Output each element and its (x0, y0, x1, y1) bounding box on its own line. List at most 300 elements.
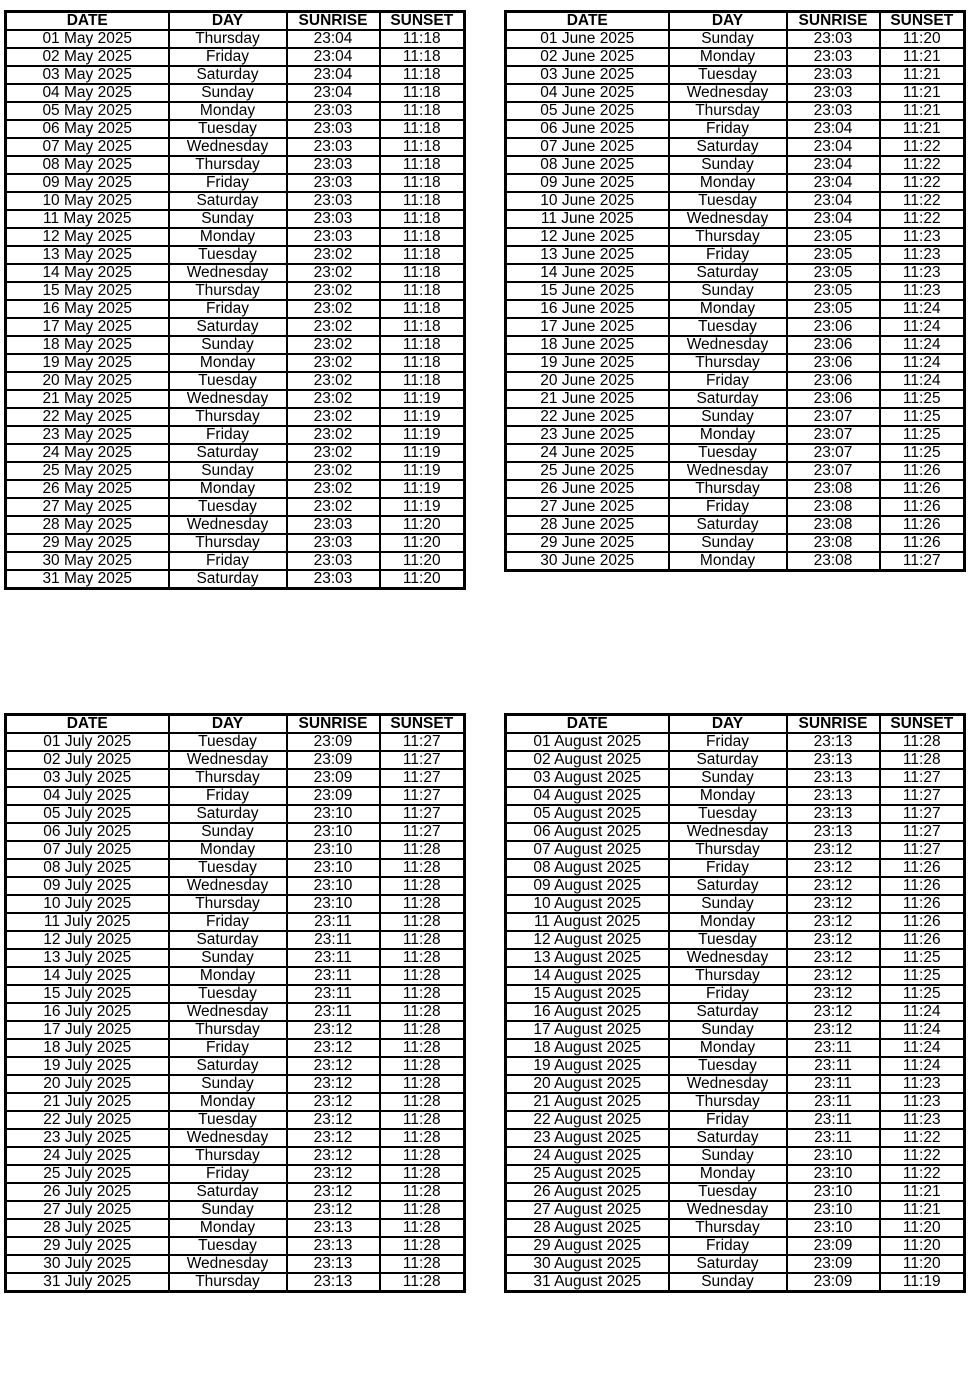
date-cell: 17 July 2025 (6, 1021, 169, 1039)
date-cell: 01 July 2025 (6, 733, 169, 751)
sunrise-cell: 23:13 (787, 751, 880, 769)
table-row (6, 1021, 465, 1039)
day-cell: Thursday (169, 895, 287, 913)
table-row (506, 859, 965, 877)
day-cell: Monday (669, 48, 787, 66)
date-cell: 08 June 2025 (506, 156, 669, 174)
day-cell: Saturday (169, 805, 287, 823)
day-cell: Tuesday (669, 192, 787, 210)
day-cell: Thursday (669, 354, 787, 372)
table-row (6, 84, 465, 102)
sunset-cell: 11:23 (880, 264, 965, 282)
table-row (506, 30, 965, 48)
table-row (506, 1219, 965, 1237)
date-cell: 21 August 2025 (506, 1093, 669, 1111)
day-cell: Sunday (669, 895, 787, 913)
sunset-cell: 11:21 (880, 120, 965, 138)
sunset-cell: 11:26 (880, 516, 965, 534)
sunrise-cell: 23:09 (287, 787, 380, 805)
table-row (6, 174, 465, 192)
date-cell: 17 June 2025 (506, 318, 669, 336)
date-cell: 22 July 2025 (6, 1111, 169, 1129)
sunset-cell: 11:22 (880, 174, 965, 192)
sunset-cell: 11:23 (880, 1093, 965, 1111)
table-row (506, 967, 965, 985)
sunrise-cell: 23:05 (787, 228, 880, 246)
sunset-cell: 11:22 (880, 210, 965, 228)
sunset-cell: 11:19 (380, 462, 465, 480)
sunrise-cell: 23:06 (787, 336, 880, 354)
date-cell: 07 August 2025 (506, 841, 669, 859)
header-day: DAY (169, 12, 287, 31)
sunset-cell: 11:26 (880, 931, 965, 949)
day-cell: Saturday (169, 570, 287, 589)
table-row (6, 246, 465, 264)
table-row (506, 1129, 965, 1147)
sunrise-cell: 23:13 (787, 769, 880, 787)
day-cell: Sunday (669, 769, 787, 787)
date-cell: 07 July 2025 (6, 841, 169, 859)
sunrise-cell: 23:07 (787, 462, 880, 480)
sunrise-cell: 23:13 (287, 1219, 380, 1237)
table-row (6, 1093, 465, 1111)
day-cell: Sunday (669, 408, 787, 426)
table-row (506, 895, 965, 913)
header-sunrise: SUNRISE (787, 715, 880, 734)
sunrise-cell: 23:03 (787, 102, 880, 120)
sunrise-cell: 23:10 (787, 1165, 880, 1183)
table-row (506, 318, 965, 336)
date-cell: 26 June 2025 (506, 480, 669, 498)
table-row (6, 390, 465, 408)
date-cell: 22 June 2025 (506, 408, 669, 426)
sunrise-cell: 23:07 (787, 444, 880, 462)
sunset-cell: 11:28 (380, 1129, 465, 1147)
day-cell: Thursday (669, 102, 787, 120)
date-cell: 20 June 2025 (506, 372, 669, 390)
date-cell: 20 August 2025 (506, 1075, 669, 1093)
day-cell: Saturday (669, 751, 787, 769)
sunset-cell: 11:23 (880, 1111, 965, 1129)
sunset-cell: 11:20 (380, 552, 465, 570)
sunset-cell: 11:22 (880, 138, 965, 156)
date-cell: 14 July 2025 (6, 967, 169, 985)
sunrise-cell: 23:12 (287, 1039, 380, 1057)
table-row (6, 444, 465, 462)
sunset-cell: 11:27 (880, 769, 965, 787)
table-row (506, 102, 965, 120)
sunset-cell: 11:25 (880, 390, 965, 408)
date-cell: 02 July 2025 (6, 751, 169, 769)
table-row (6, 949, 465, 967)
day-cell: Monday (669, 426, 787, 444)
table-row (6, 1201, 465, 1219)
date-cell: 27 July 2025 (6, 1201, 169, 1219)
sunset-cell: 11:18 (380, 48, 465, 66)
header-day: DAY (669, 12, 787, 31)
sunrise-cell: 23:04 (787, 120, 880, 138)
date-cell: 28 June 2025 (506, 516, 669, 534)
sunrise-cell: 23:12 (787, 859, 880, 877)
day-cell: Tuesday (669, 1057, 787, 1075)
sunset-cell: 11:28 (880, 733, 965, 751)
day-cell: Monday (169, 841, 287, 859)
date-cell: 29 July 2025 (6, 1237, 169, 1255)
table-row (506, 1201, 965, 1219)
sunset-cell: 11:27 (380, 823, 465, 841)
date-cell: 21 July 2025 (6, 1093, 169, 1111)
table-row (506, 444, 965, 462)
sunset-cell: 11:19 (380, 408, 465, 426)
sunrise-cell: 23:12 (287, 1111, 380, 1129)
sunset-cell: 11:23 (880, 228, 965, 246)
sunset-cell: 11:28 (380, 949, 465, 967)
table-row (6, 859, 465, 877)
sunset-cell: 11:27 (380, 751, 465, 769)
day-cell: Saturday (169, 444, 287, 462)
day-cell: Wednesday (169, 1255, 287, 1273)
table-row (506, 192, 965, 210)
sunset-cell: 11:28 (380, 859, 465, 877)
sunset-cell: 11:26 (880, 480, 965, 498)
sunrise-cell: 23:02 (287, 408, 380, 426)
sunset-cell: 11:28 (380, 1039, 465, 1057)
date-cell: 10 August 2025 (506, 895, 669, 913)
sunrise-cell: 23:13 (287, 1255, 380, 1273)
date-cell: 31 August 2025 (506, 1273, 669, 1292)
table-row (506, 84, 965, 102)
day-cell: Saturday (669, 516, 787, 534)
sunset-cell: 11:26 (880, 913, 965, 931)
day-cell: Monday (669, 913, 787, 931)
day-cell: Saturday (669, 1255, 787, 1273)
day-cell: Wednesday (169, 516, 287, 534)
table-row (6, 426, 465, 444)
day-cell: Friday (669, 498, 787, 516)
sunrise-cell: 23:03 (787, 30, 880, 48)
date-cell: 01 May 2025 (6, 30, 169, 48)
date-cell: 12 May 2025 (6, 228, 169, 246)
sunset-cell: 11:18 (380, 336, 465, 354)
date-cell: 16 May 2025 (6, 300, 169, 318)
sunset-cell: 11:27 (880, 805, 965, 823)
sunrise-cell: 23:09 (287, 733, 380, 751)
day-cell: Wednesday (169, 1003, 287, 1021)
sunset-cell: 11:28 (380, 1273, 465, 1292)
table-row (506, 1075, 965, 1093)
table-row (506, 841, 965, 859)
date-cell: 09 July 2025 (6, 877, 169, 895)
sunset-cell: 11:28 (380, 1237, 465, 1255)
day-cell: Wednesday (169, 264, 287, 282)
sunset-cell: 11:28 (380, 1201, 465, 1219)
day-cell: Wednesday (169, 751, 287, 769)
date-cell: 03 July 2025 (6, 769, 169, 787)
date-cell: 06 June 2025 (506, 120, 669, 138)
day-cell: Thursday (169, 30, 287, 48)
header-date: DATE (6, 12, 169, 31)
date-cell: 03 August 2025 (506, 769, 669, 787)
date-cell: 04 May 2025 (6, 84, 169, 102)
sunset-cell: 11:21 (880, 1201, 965, 1219)
table-row (506, 1093, 965, 1111)
table-row (506, 769, 965, 787)
table-row (6, 877, 465, 895)
date-cell: 12 August 2025 (506, 931, 669, 949)
header-sunset: SUNSET (380, 715, 465, 734)
day-cell: Tuesday (669, 805, 787, 823)
date-cell: 04 July 2025 (6, 787, 169, 805)
day-cell: Sunday (669, 282, 787, 300)
table-row (506, 1021, 965, 1039)
date-cell: 20 May 2025 (6, 372, 169, 390)
sunset-cell: 11:28 (380, 1075, 465, 1093)
day-cell: Wednesday (669, 1075, 787, 1093)
table-row (6, 300, 465, 318)
day-cell: Thursday (669, 228, 787, 246)
date-cell: 10 July 2025 (6, 895, 169, 913)
sunset-cell: 11:28 (380, 841, 465, 859)
sunrise-cell: 23:02 (287, 480, 380, 498)
date-cell: 16 August 2025 (506, 1003, 669, 1021)
table-row (506, 1237, 965, 1255)
sunrise-cell: 23:09 (287, 769, 380, 787)
sunset-cell: 11:19 (380, 498, 465, 516)
table-row (506, 516, 965, 534)
header-date: DATE (506, 12, 669, 31)
day-cell: Thursday (669, 1219, 787, 1237)
date-cell: 08 May 2025 (6, 156, 169, 174)
sunrise-cell: 23:12 (287, 1093, 380, 1111)
table-row (506, 534, 965, 552)
date-cell: 24 May 2025 (6, 444, 169, 462)
date-cell: 27 August 2025 (506, 1201, 669, 1219)
sunrise-cell: 23:03 (287, 534, 380, 552)
sunrise-cell: 23:02 (287, 444, 380, 462)
table-row (6, 787, 465, 805)
sunrise-cell: 23:03 (287, 516, 380, 534)
sunset-cell: 11:28 (380, 877, 465, 895)
sunrise-cell: 23:11 (287, 949, 380, 967)
day-cell: Saturday (669, 138, 787, 156)
sunrise-cell: 23:12 (287, 1075, 380, 1093)
table-row (6, 1255, 465, 1273)
sunrise-cell: 23:05 (787, 264, 880, 282)
sunrise-cell: 23:06 (787, 354, 880, 372)
sunset-cell: 11:28 (880, 751, 965, 769)
sunrise-cell: 23:11 (287, 1003, 380, 1021)
sunrise-cell: 23:12 (287, 1021, 380, 1039)
table-row (6, 931, 465, 949)
date-cell: 28 August 2025 (506, 1219, 669, 1237)
date-cell: 06 August 2025 (506, 823, 669, 841)
day-cell: Thursday (669, 480, 787, 498)
sunrise-cell: 23:12 (787, 1003, 880, 1021)
table-row (506, 1111, 965, 1129)
sunset-cell: 11:18 (380, 246, 465, 264)
date-cell: 25 June 2025 (506, 462, 669, 480)
sunrise-cell: 23:03 (287, 552, 380, 570)
header-date: DATE (6, 715, 169, 734)
sunset-cell: 11:18 (380, 174, 465, 192)
date-cell: 25 August 2025 (506, 1165, 669, 1183)
table-row (6, 498, 465, 516)
header-row (6, 715, 465, 734)
date-cell: 09 June 2025 (506, 174, 669, 192)
sunset-cell: 11:18 (380, 372, 465, 390)
date-cell: 25 May 2025 (6, 462, 169, 480)
sunrise-cell: 23:13 (787, 787, 880, 805)
date-cell: 16 June 2025 (506, 300, 669, 318)
table-row (506, 733, 965, 751)
sunrise-cell: 23:04 (787, 174, 880, 192)
sunset-cell: 11:20 (880, 30, 965, 48)
day-cell: Thursday (669, 1093, 787, 1111)
date-cell: 07 June 2025 (506, 138, 669, 156)
table-row (6, 823, 465, 841)
sunrise-cell: 23:03 (287, 192, 380, 210)
date-cell: 18 July 2025 (6, 1039, 169, 1057)
sunrise-cell: 23:12 (787, 967, 880, 985)
sunset-cell: 11:24 (880, 336, 965, 354)
sunset-cell: 11:24 (880, 1057, 965, 1075)
sunrise-cell: 23:06 (787, 390, 880, 408)
sunset-cell: 11:28 (380, 985, 465, 1003)
day-cell: Friday (669, 246, 787, 264)
day-cell: Friday (669, 733, 787, 751)
table-row (506, 336, 965, 354)
sunrise-cell: 23:10 (287, 805, 380, 823)
day-cell: Tuesday (669, 1183, 787, 1201)
sunset-cell: 11:26 (880, 462, 965, 480)
sunrise-cell: 23:08 (787, 498, 880, 516)
header-row (506, 12, 965, 31)
sunrise-cell: 23:11 (787, 1039, 880, 1057)
sunrise-cell: 23:03 (287, 228, 380, 246)
day-cell: Thursday (169, 1273, 287, 1292)
sunset-cell: 11:20 (880, 1237, 965, 1255)
day-cell: Wednesday (169, 877, 287, 895)
table-row (6, 372, 465, 390)
sunset-cell: 11:20 (880, 1255, 965, 1273)
sunset-cell: 11:21 (880, 48, 965, 66)
sunset-cell: 11:25 (880, 967, 965, 985)
sunrise-cell: 23:12 (287, 1165, 380, 1183)
date-cell: 30 July 2025 (6, 1255, 169, 1273)
table-row (6, 480, 465, 498)
table-row (506, 300, 965, 318)
date-cell: 03 June 2025 (506, 66, 669, 84)
date-cell: 22 August 2025 (506, 1111, 669, 1129)
sunrise-cell: 23:09 (787, 1255, 880, 1273)
date-cell: 18 May 2025 (6, 336, 169, 354)
sunrise-cell: 23:12 (787, 877, 880, 895)
date-cell: 26 May 2025 (6, 480, 169, 498)
date-cell: 29 August 2025 (506, 1237, 669, 1255)
table-row (6, 48, 465, 66)
date-cell: 19 May 2025 (6, 354, 169, 372)
day-cell: Monday (669, 552, 787, 571)
sunrise-cell: 23:03 (287, 120, 380, 138)
sunset-cell: 11:22 (880, 156, 965, 174)
date-cell: 30 May 2025 (6, 552, 169, 570)
sunrise-cell: 23:12 (287, 1129, 380, 1147)
date-cell: 13 May 2025 (6, 246, 169, 264)
day-cell: Saturday (169, 1183, 287, 1201)
sunrise-cell: 23:03 (787, 48, 880, 66)
sunset-cell: 11:20 (380, 516, 465, 534)
sunset-cell: 11:18 (380, 318, 465, 336)
table-row (506, 1273, 965, 1292)
sunrise-cell: 23:02 (287, 246, 380, 264)
table-row (6, 751, 465, 769)
day-cell: Monday (169, 1219, 287, 1237)
day-cell: Saturday (169, 192, 287, 210)
sunset-cell: 11:26 (880, 498, 965, 516)
date-cell: 06 July 2025 (6, 823, 169, 841)
sunrise-cell: 23:08 (787, 516, 880, 534)
table-row (506, 282, 965, 300)
sunrise-cell: 23:10 (287, 859, 380, 877)
sunrise-cell: 23:12 (787, 1021, 880, 1039)
day-cell: Wednesday (669, 1201, 787, 1219)
sunrise-cell: 23:13 (287, 1237, 380, 1255)
day-cell: Sunday (169, 336, 287, 354)
sunset-cell: 11:24 (880, 1039, 965, 1057)
table-row (506, 1039, 965, 1057)
day-cell: Sunday (169, 1201, 287, 1219)
sunrise-cell: 23:02 (287, 426, 380, 444)
table-row (6, 967, 465, 985)
table-row (6, 985, 465, 1003)
day-cell: Friday (169, 1165, 287, 1183)
date-cell: 25 July 2025 (6, 1165, 169, 1183)
sunrise-cell: 23:04 (287, 84, 380, 102)
date-cell: 19 June 2025 (506, 354, 669, 372)
date-cell: 08 July 2025 (6, 859, 169, 877)
table-row (506, 985, 965, 1003)
date-cell: 24 June 2025 (506, 444, 669, 462)
table-row (6, 1273, 465, 1292)
day-cell: Monday (169, 102, 287, 120)
sunset-cell: 11:28 (380, 1183, 465, 1201)
sunset-cell: 11:24 (880, 1021, 965, 1039)
sunrise-cell: 23:08 (787, 480, 880, 498)
date-cell: 04 June 2025 (506, 84, 669, 102)
sunset-cell: 11:18 (380, 120, 465, 138)
day-cell: Tuesday (169, 1111, 287, 1129)
sunrise-cell: 23:09 (287, 751, 380, 769)
date-cell: 15 July 2025 (6, 985, 169, 1003)
day-cell: Friday (169, 48, 287, 66)
date-cell: 31 May 2025 (6, 570, 169, 589)
sunset-cell: 11:22 (880, 1165, 965, 1183)
header-sunrise: SUNRISE (287, 715, 380, 734)
day-cell: Monday (169, 354, 287, 372)
header-sunrise: SUNRISE (787, 12, 880, 31)
day-cell: Wednesday (669, 210, 787, 228)
date-cell: 15 May 2025 (6, 282, 169, 300)
sunset-cell: 11:20 (880, 1219, 965, 1237)
sunrise-cell: 23:08 (787, 552, 880, 571)
day-cell: Thursday (169, 156, 287, 174)
header-day: DAY (169, 715, 287, 734)
day-cell: Monday (169, 228, 287, 246)
table-row (506, 949, 965, 967)
table-row (6, 462, 465, 480)
sunset-cell: 11:28 (380, 1219, 465, 1237)
table-row (6, 120, 465, 138)
